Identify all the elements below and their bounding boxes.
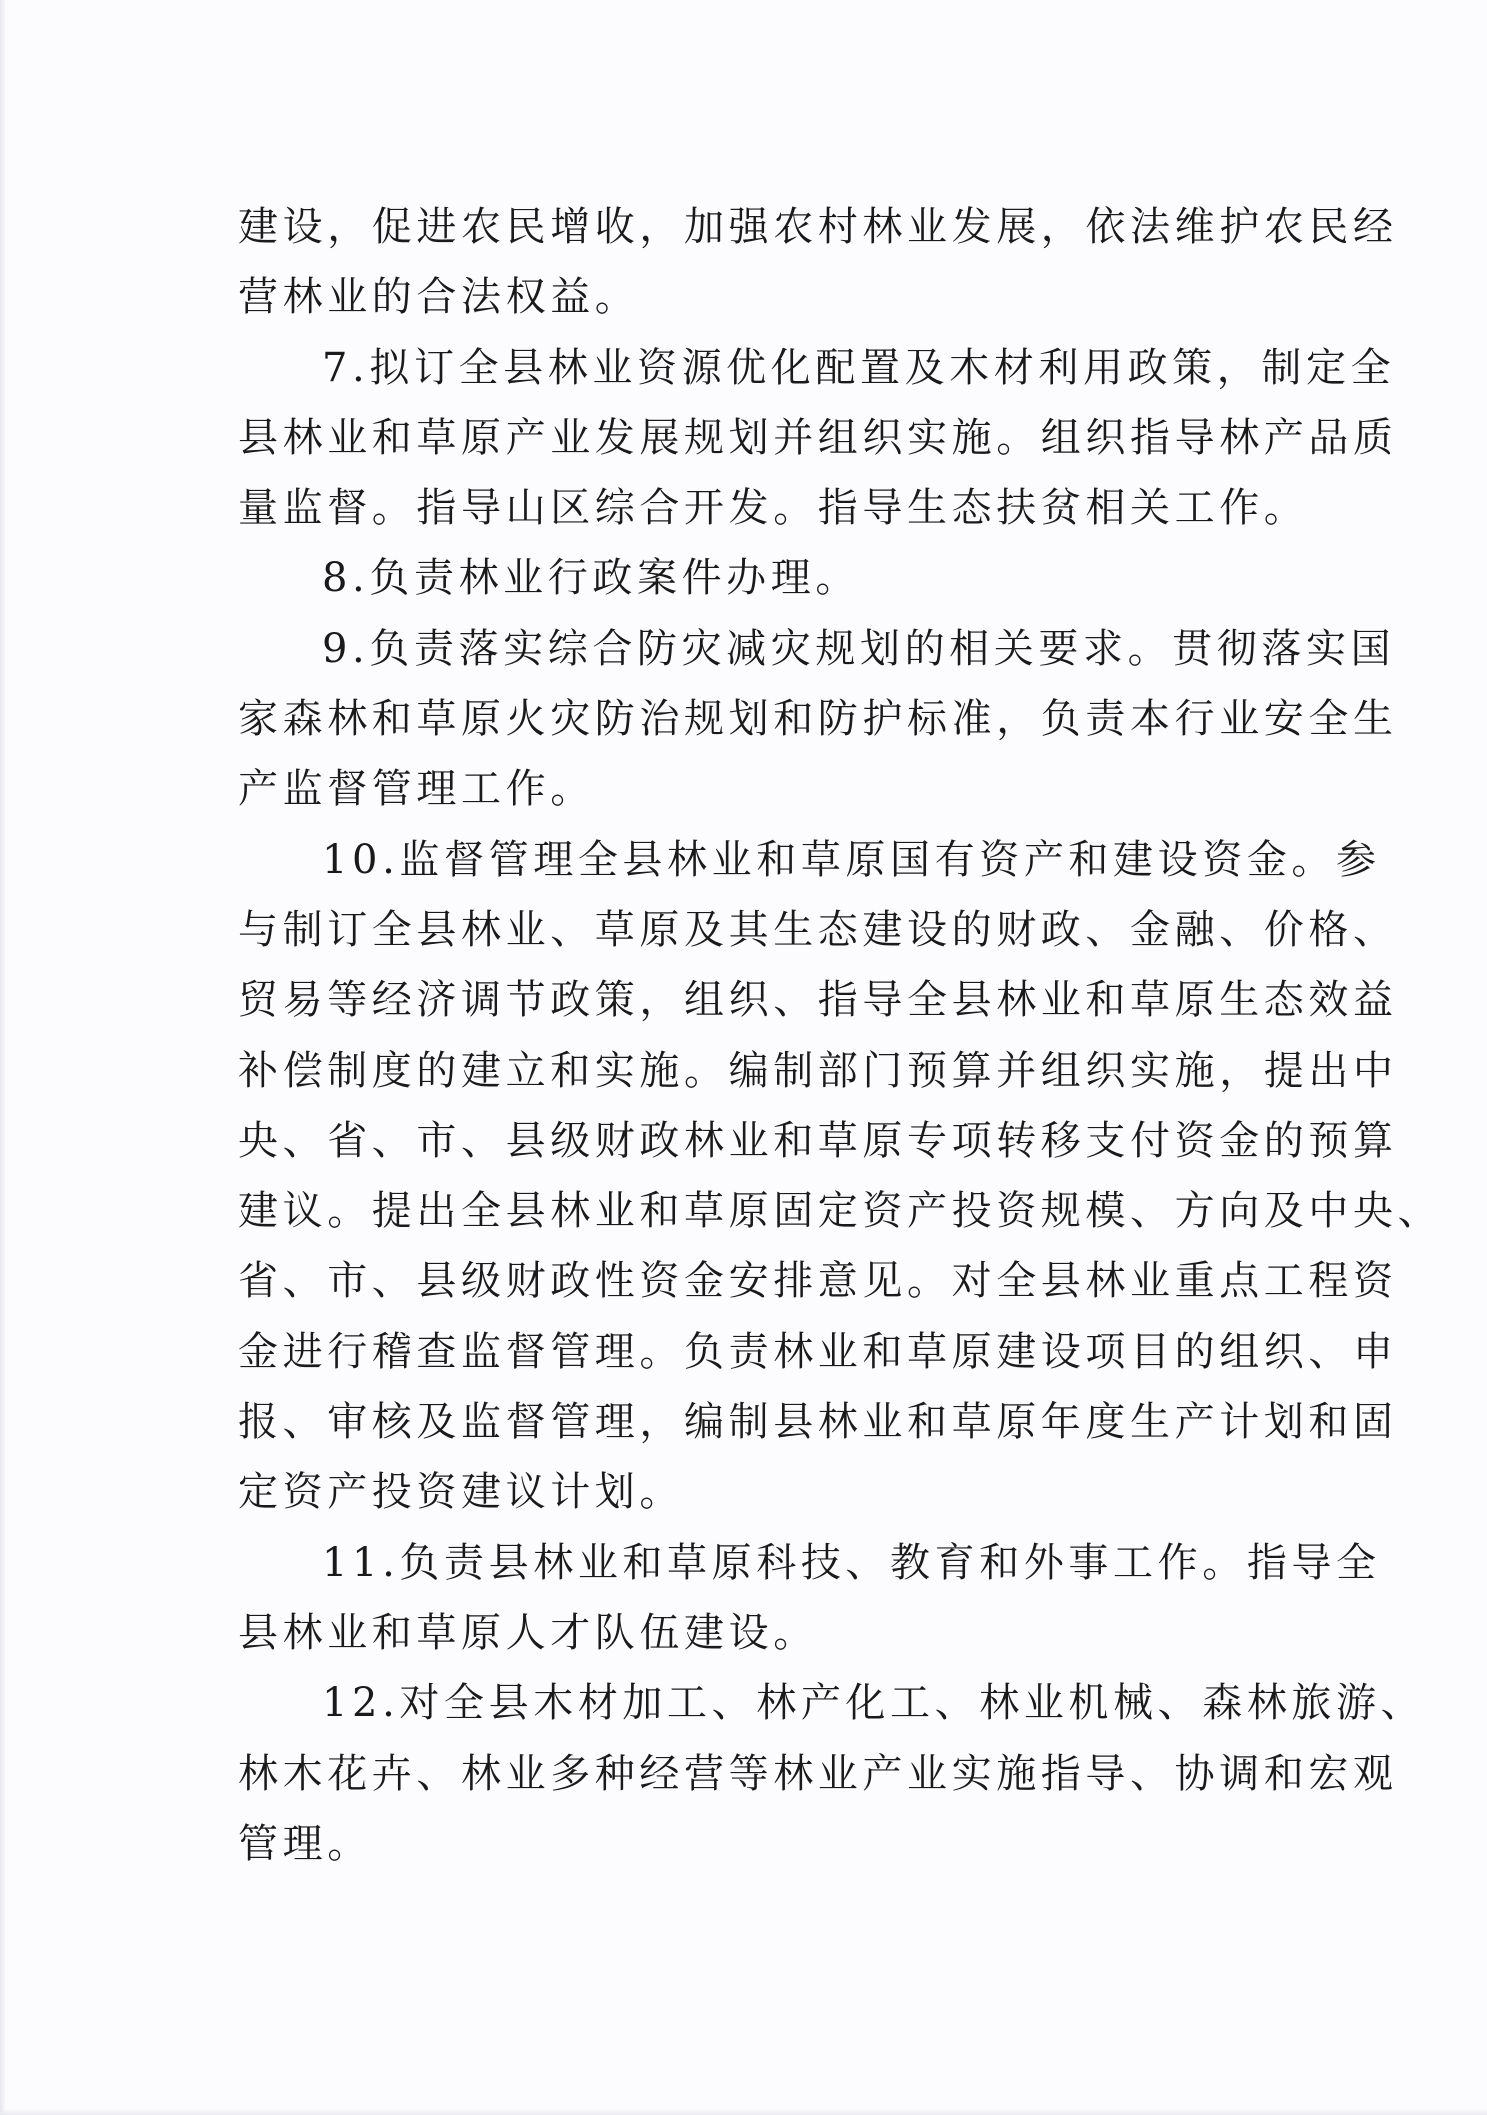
paragraph-continuation	[238, 192, 1398, 333]
text-line: 金进行稽查监督管理。负责林业和草原建设项目的组织、申	[238, 1328, 1398, 1375]
paragraph-item-10	[238, 825, 1443, 1528]
paragraph-item-9	[238, 614, 1398, 825]
text-line: 9.负责落实综合防灾减灾规划的相关要求。贯彻落实国	[322, 625, 1396, 672]
text-line: 8.负责林业行政案件办理。	[322, 555, 860, 602]
text-line: 建议。提出全县林业和草原固定资产投资规模、方向及中央、	[238, 1188, 1443, 1235]
text-line: 贸易等经济调节政策，组织、指导全县林业和草原生态效益	[238, 977, 1398, 1024]
text-line: 与制订全县林业、草原及其生态建设的财政、金融、价格、	[238, 906, 1398, 953]
text-line: 报、审核及监督管理，编制县林业和草原年度生产计划和固	[238, 1399, 1398, 1446]
text-line: 10.监督管理全县林业和草原国有资产和建设资金。参	[322, 836, 1381, 883]
text-line: 林木花卉、林业多种经营等林业产业实施指导、协调和宏观	[238, 1750, 1398, 1797]
scan-edge	[0, 2109, 1487, 2115]
text-line: 12.对全县木材加工、林产化工、林业机械、森林旅游、	[322, 1680, 1426, 1727]
scan-edge	[0, 0, 6, 2115]
text-line: 央、省、市、县级财政林业和草原专项转移支付资金的预算	[238, 1117, 1398, 1164]
text-line: 县林业和草原人才队伍建设。	[238, 1609, 818, 1656]
paragraph-item-8	[238, 543, 1273, 613]
text-line: 11.负责县林业和草原科技、教育和外事工作。指导全	[322, 1539, 1381, 1586]
text-line: 量监督。指导山区综合开发。指导生态扶贫相关工作。	[238, 485, 1309, 532]
text-line: 建设，促进农民增收，加强农村林业发展，依法维护农民经	[238, 204, 1398, 250]
text-line: 定资产投资建议计划。	[238, 1469, 684, 1516]
text-line: 管理。	[238, 1820, 372, 1867]
text-line: 省、市、县级财政性资金安排意见。对全县林业重点工程资	[238, 1258, 1398, 1305]
paragraph-item-12	[238, 1668, 1426, 1879]
text-line: 家森林和草原火灾防治规划和防护标准，负责本行业安全生	[238, 696, 1398, 743]
text-line: 7.拟订全县林业资源优化配置及木材利用政策，制定全	[322, 344, 1396, 391]
document-body	[238, 192, 1443, 1879]
text-line: 县林业和草原产业发展规划并组织实施。组织指导林产品质	[238, 414, 1398, 461]
paragraph-item-11	[238, 1528, 1381, 1669]
text-line: 补偿制度的建立和实施。编制部门预算并组织实施，提出中	[238, 1047, 1398, 1094]
paragraph-item-7	[238, 333, 1398, 544]
text-line: 产监督管理工作。	[238, 766, 595, 813]
text-line: 营林业的合法权益。	[238, 274, 640, 321]
